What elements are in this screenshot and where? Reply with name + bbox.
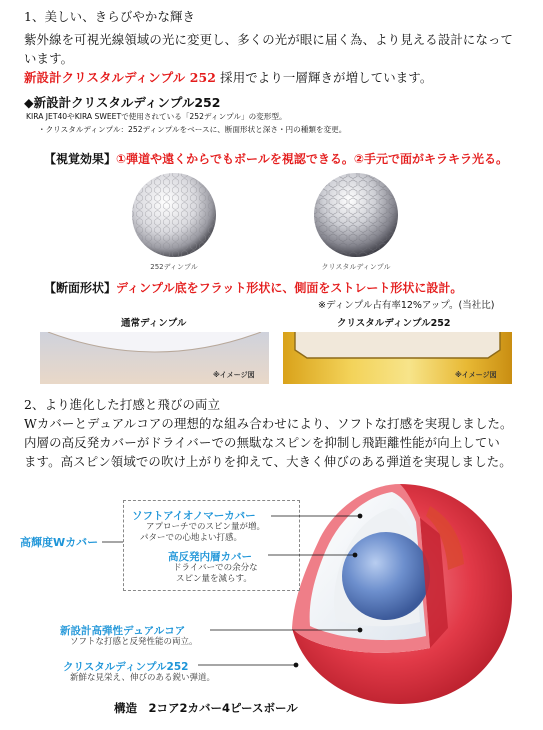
ball-252-image: [126, 170, 222, 262]
crystal-dimple-label: クリスタルディンプル252: [337, 318, 451, 329]
occupancy-note: ※ディンプル占有率12%アップ。(当社比): [318, 300, 495, 311]
section-tag: 【断面形状】: [44, 281, 117, 295]
image-note-left: ※イメージ図: [213, 371, 255, 379]
dual-core-title: 新設計高弾性デュアルコア: [60, 625, 186, 637]
w-cover-label: 高輝度Wカバー: [20, 536, 99, 549]
soft-cover-sub2: パターでの心地よい打感。: [140, 533, 243, 543]
section-text: ディンプル底をフラット形状に、側面をストレート形状に設計。: [116, 281, 463, 295]
normal-dimple-label: 通常ディンプル: [121, 318, 187, 329]
section1-para-line2: います。: [24, 51, 74, 66]
image-note-right: ※イメージ図: [455, 371, 497, 379]
diagram-caption: 構造 2コア2カバー4ピースボール: [114, 701, 298, 715]
visual-tag: 【視覚効果】: [44, 152, 117, 166]
ball-crystal-image: [308, 170, 404, 262]
dual-core-sub: ソフトな打感と反発性能の両立。: [70, 637, 198, 647]
section1-highlight-line: [24, 69, 432, 88]
soft-cover-title: ソフトアイオノマーカバー: [132, 510, 256, 522]
desc-line2: ・クリスタルディンプル：252ディンプルをベースに、断面形状と深さ・円の種類を変更。: [38, 125, 347, 134]
ball-left-label: 252ディンプル: [150, 263, 198, 271]
section2-line2: 内層の高反発カバーがドライバーでの無駄なスピンを抑制し飛距離性能が向上してい: [24, 435, 500, 450]
highlight-rest: 採用でより一層輝きが増しています。: [216, 70, 433, 85]
inner-cover-sub2: スピン量を減らす。: [176, 574, 252, 584]
highlight-text: 新設計クリスタルディンプル 252: [24, 70, 217, 85]
visual-effect-line: [44, 150, 508, 167]
inner-cover-sub1: ドライバーでの余分な: [173, 563, 258, 573]
section2-heading: 2、より進化した打感と飛びの両立: [24, 397, 221, 412]
visual-text: ①弾道や遠くからでもボールを視認できる。②手元で面がキラキラ光る。: [116, 152, 508, 166]
section1-heading: 1、美しい、きらびやかな輝き: [24, 9, 196, 24]
soft-cover-sub1: アプローチでのスピン量が増。: [146, 522, 266, 532]
ball-right-label: クリスタルディンプル: [321, 263, 391, 271]
section2-line1: Wカバーとデュアルコアの理想的な組み合わせにより、ソフトな打感を実現しました。: [24, 416, 513, 431]
desc-line1: KIRA JET40やKIRA SWEETで使用されている「252ディンプル」の変形型。: [26, 112, 287, 121]
sub-heading: ◆新設計クリスタルディンプル252: [24, 95, 221, 110]
crystal-sub: 新鮮な見栄え、伸びのある鋭い弾道。: [70, 673, 216, 683]
crystal-title: クリスタルディンプル252: [63, 661, 189, 673]
section1-para-line1: 紫外線を可視光線領域の光に変更し、多くの光が眼に届く為、より見える設計になって: [24, 32, 514, 47]
cross-section-line: [44, 279, 462, 296]
inner-cover-title: 高反発内層カバー: [168, 551, 252, 563]
section2-line3: ます。高スピン領域での吹け上がりを抑えて、大きく伸びのある弾道を実現しました。: [24, 454, 512, 469]
